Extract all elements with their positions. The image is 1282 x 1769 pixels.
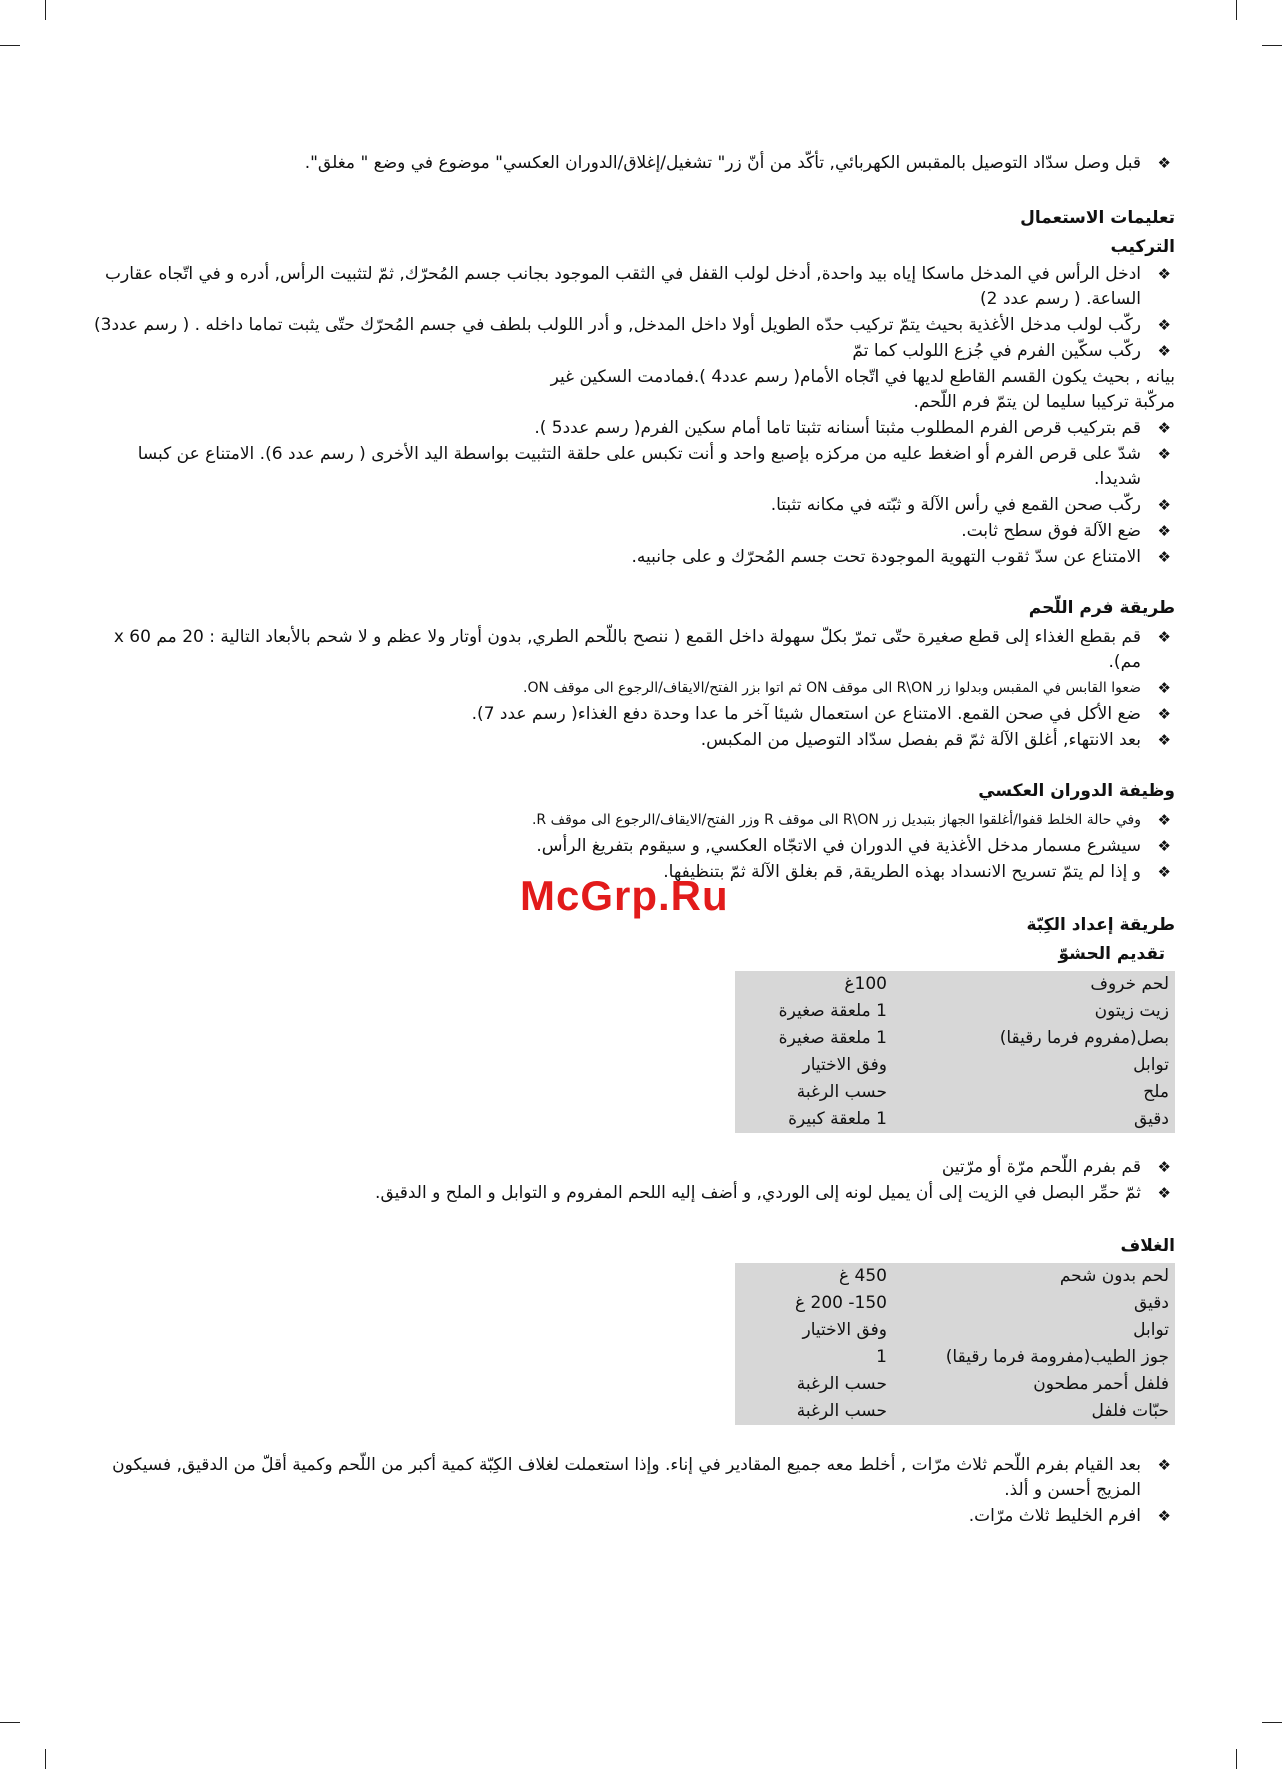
table-row: دقيق 1 ملعقة كبيرة <box>788 1109 1169 1129</box>
table-row: دقيق 150- 200 غ <box>794 1293 1169 1313</box>
table-row: بصل(مفروم فرما رقيقا) 1 ملعقة صغيرة <box>778 1028 1169 1048</box>
list-item: ❖ ادخل الرأس في المدخل ماسكا إياه بيد واحدة, أدخل لولب القفل في الثقب الموجود بجانب جسم المُحرّك, ثمّ لتثبيت الرأس, أدره و في اتّجاه عقارب الساعة. ( رسم عدد 2) <box>104 264 1171 309</box>
kibbeh-title: طريقة إعداد الكِبّة <box>1026 915 1175 935</box>
bullet-icon: ❖ <box>1157 811 1171 829</box>
table-row: حبّات فلفل حسب الرغبة <box>796 1401 1169 1421</box>
bullet-icon: ❖ <box>1157 522 1171 540</box>
crop-mark-bottom-right-h <box>1262 1722 1282 1723</box>
list-item: ❖ ركّب لولب مدخل الأغذية بحيث يتمّ تركيب حدّه الطويل أولا داخل المدخل, و أدر اللولب بلطف في جسم المُحرّك حتّى يثبت تماما داخله . ( رسم عدد3) <box>90 313 1175 338</box>
casing-steps <box>90 1453 1175 1529</box>
bullet-icon: ❖ <box>1157 419 1171 437</box>
reverse-title: وظيفة الدوران العكسي <box>978 781 1175 801</box>
crop-mark-top-right-h <box>1262 45 1282 46</box>
bullet-icon: ❖ <box>1157 496 1171 514</box>
list-item: ❖ افرم الخليط ثلاث مرّات. <box>90 1504 1175 1529</box>
bullet-icon: ❖ <box>1157 1507 1171 1525</box>
bullet-icon: ❖ <box>1157 445 1171 463</box>
table-row: توابل وفق الاختيار <box>802 1320 1169 1340</box>
bullet-icon: ❖ <box>1157 154 1171 172</box>
list-item: ❖ قم بفرم اللّحم مرّة أو مرّتين <box>90 1155 1175 1180</box>
mincing-list <box>90 625 1175 753</box>
list-item: ❖ شدّ على قرص الفرم أو اضغط عليه من مركزه بإصبع واحد و أنت تكبس على حلقة التثبيت بواسطة اليد الأخرى ( رسم عدد 6). الامتناع عن كبسا شديدا. <box>137 444 1171 489</box>
bullet-icon: ❖ <box>1157 316 1171 334</box>
list-item: ❖ ضعوا القابس في المقبس وبدلوا زر R\ON الى موقف ON ثم اتوا بزر الفتح/الايقاف/الرجوع الى موقف ON. <box>90 676 1175 701</box>
table-row: لحم بدون شحم 450 غ <box>838 1266 1169 1286</box>
list-item: ❖ ضع الآلة فوق سطح ثابت. <box>90 519 1175 544</box>
document-body <box>90 150 1175 1530</box>
list-item: ❖ سيشرع مسمار مدخل الأغذية في الدوران في الاتجّاه العكسي, و سيقوم بتفريغ الرأس. <box>90 834 1175 859</box>
list-item: ❖ بعد القيام بفرم اللّحم ثلاث مرّات , أخلط معه جميع المقادير في إناء. وإذا استعملت لغلاف الكِبّة كمية أكبر من اللّحم وكمية أقلّ من الدقيق, فسيكون المزيج أحسن و ألذ. <box>112 1455 1171 1500</box>
list-item: ❖ قم بتركيب قرص الفرم المطلوب مثبتا أسنانه تثبتا تاما أمام سكين الفرم( رسم عدد5 ). <box>90 416 1175 441</box>
continuation-line: مركّبة تركيبا سليما لن يتمّ فرم اللّحم. <box>913 392 1175 412</box>
crop-mark-top-left-v <box>45 0 46 20</box>
bullet-icon: ❖ <box>1157 705 1171 723</box>
bullet-icon: ❖ <box>1157 548 1171 566</box>
usage-title: تعليمات الاستعمال <box>1020 208 1175 228</box>
filling-steps <box>90 1155 1175 1206</box>
bullet-icon: ❖ <box>1157 863 1171 881</box>
bullet-icon: ❖ <box>1157 679 1171 697</box>
intro-bullet: ❖ قبل وصل سدّاد التوصيل بالمقبس الكهربائي, تأكّد من أنّ زر" تشغيل/إغلاق/الدوران العكسي" موضوع في وضع " مغلق". <box>90 151 1175 176</box>
list-item: ❖ ضع الأكل في صحن القمع. الامتناع عن استعمال شيئا آخر ما عدا وحدة دفع الغذاء( رسم عدد 7). <box>90 702 1175 727</box>
assembly-title: التركيب <box>1110 237 1175 257</box>
bullet-icon: ❖ <box>1157 837 1171 855</box>
list-item: ❖ و إذا لم يتمّ تسريح الانسداد بهذه الطريقة, قم بغلق الآلة ثمّ بتنظيفها. <box>90 860 1175 885</box>
bullet-icon: ❖ <box>1157 265 1171 283</box>
crop-mark-bottom-left-v <box>45 1749 46 1769</box>
crop-mark-top-left-h <box>0 45 20 46</box>
casing-title: الغلاف <box>1120 1236 1175 1256</box>
table-row: ملح حسب الرغبة <box>796 1082 1169 1102</box>
list-item: ❖ الامتناع عن سدّ ثقوب التهوية الموجودة تحت جسم المُحرّك و على جانبيه. <box>90 545 1175 570</box>
table-row: لحم خروف 100غ <box>844 974 1169 994</box>
bullet-icon: ❖ <box>1157 1184 1171 1202</box>
continuation-line: بيانه , بحيث يكون القسم القاطع لديها في اتّجاه الأمام( رسم عدد4 ).فمادمت السكين غير <box>550 367 1175 387</box>
table-row: زيت زيتون 1 ملعقة صغيرة <box>778 1001 1169 1021</box>
crop-mark-bottom-right-v <box>1236 1749 1237 1769</box>
bullet-icon: ❖ <box>1157 342 1171 360</box>
bullet-icon: ❖ <box>1157 731 1171 749</box>
list-item: ❖ ركّب سكّين الفرم في جُزع اللولب كما تمّ <box>90 339 1175 364</box>
list-item: ❖ وفي حالة الخلط قفوا/أغلقوا الجهاز بتبديل زر R\ON الى موقف R وزر الفتح/الايقاف/الرجوع الى موقف R. <box>90 808 1175 833</box>
table-row: جوز الطيب(مفرومة فرما رقيقا) 1 <box>876 1347 1169 1367</box>
filling-title: تقديم الحشوّ <box>1058 944 1165 964</box>
assembly-list <box>90 262 1175 364</box>
bullet-icon: ❖ <box>1157 628 1171 646</box>
intro-list <box>90 151 1175 176</box>
crop-mark-top-right-v <box>1236 0 1237 20</box>
list-item: ❖ بعد الانتهاء, أغلق الآلة ثمّ قم بفصل سدّاد التوصيل من المكبس. <box>90 728 1175 753</box>
filling-table <box>735 971 1175 1133</box>
mincing-title: طريقة فرم اللّحم <box>1028 598 1175 618</box>
watermark-logo: McGrp.Ru <box>520 872 729 919</box>
assembly-list-2 <box>90 416 1175 570</box>
list-item: ❖ ثمّ حمِّر البصل في الزيت إلى أن يميل لونه إلى الوردي, و أضف إليه اللحم المفروم و التوابل و الملح و الدقيق. <box>90 1181 1175 1206</box>
list-item: ❖ قم بقطع الغذاء إلى قطع صغيرة حتّى تمرّ بكلّ سهولة داخل القمع ( ننصح باللّحم الطري, بدون أوتار ولا عظم و لا شحم بالأبعاد التالية : 20 مم x 60 مم). <box>113 627 1171 672</box>
crop-mark-bottom-left-h <box>0 1722 20 1723</box>
bullet-icon: ❖ <box>1157 1158 1171 1176</box>
list-item: ❖ ركّب صحن القمع في رأس الآلة و ثبّته في مكانه تثبتا. <box>90 493 1175 518</box>
casing-table <box>735 1263 1175 1425</box>
bullet-icon: ❖ <box>1157 1456 1171 1474</box>
table-row: توابل وفق الاختيار <box>802 1055 1169 1075</box>
table-row: فلفل أحمر مطحون حسب الرغبة <box>796 1374 1169 1394</box>
